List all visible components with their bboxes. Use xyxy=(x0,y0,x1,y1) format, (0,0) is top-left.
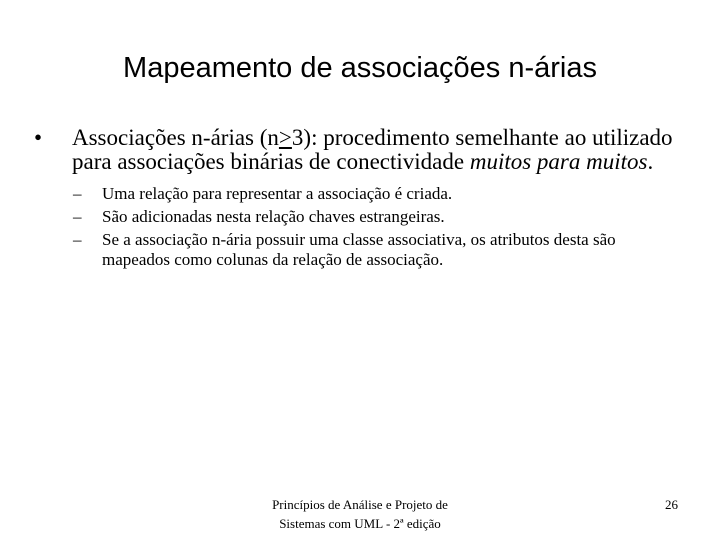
bullet-marker: • xyxy=(34,125,43,150)
footer-line-2: Sistemas com UML - 2ª edição xyxy=(279,516,441,531)
footer-line-1: Princípios de Análise e Projeto de xyxy=(272,497,448,512)
bullet-text-after: 3): procedimento semelhante ao utilizado para associações binárias de conectividade xyxy=(72,125,673,174)
bullet-end: . xyxy=(647,149,654,174)
sub-bullet-item xyxy=(73,184,684,204)
slide-body xyxy=(34,126,684,273)
dash-marker: – xyxy=(73,184,82,203)
sub-bullet-text: Se a associação n-ária possuir uma classe associativa, os atributos desta são mapeados como colunas da relação de associação. xyxy=(102,230,616,269)
bullet-emphasis: muitos para muitos xyxy=(469,149,648,174)
greater-equal-symbol: > xyxy=(278,125,292,150)
main-bullet xyxy=(34,126,684,174)
bullet-text-before: Associações n-árias (n xyxy=(72,125,279,150)
sub-bullet-text: São adicionadas nesta relação chaves estrangeiras. xyxy=(102,207,445,226)
slide-title: Mapeamento de associações n-árias xyxy=(123,52,597,84)
dash-marker: – xyxy=(73,230,82,249)
slide-footer xyxy=(240,495,480,533)
sub-bullet-item xyxy=(73,230,684,270)
sub-bullet-item xyxy=(73,207,684,227)
sub-bullet-list xyxy=(34,184,684,270)
page-number: 26 xyxy=(665,497,678,512)
dash-marker: – xyxy=(73,207,82,226)
sub-bullet-text: Uma relação para representar a associação é criada. xyxy=(102,184,453,203)
